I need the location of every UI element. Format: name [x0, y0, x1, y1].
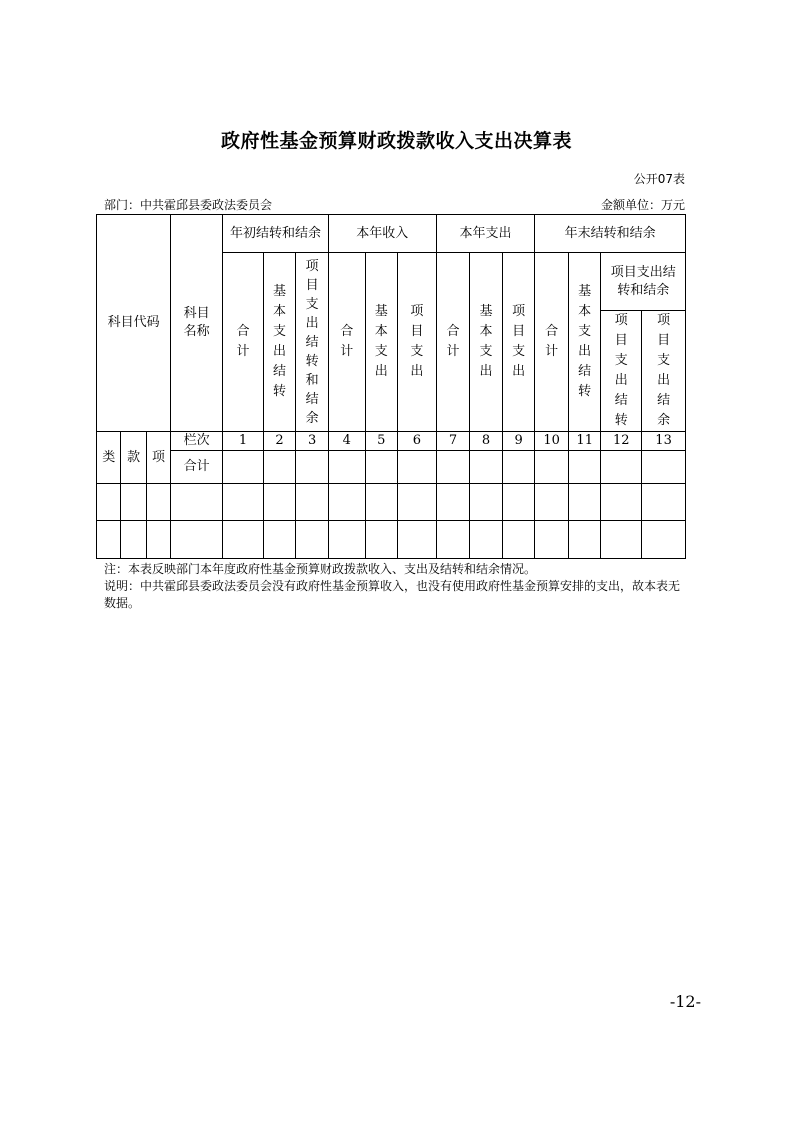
- header-opening-balance: 年初结转和结余: [223, 215, 329, 253]
- page-number: -12-: [669, 992, 701, 1011]
- header-opening-basic: 基本支出结转: [263, 253, 296, 432]
- column-number: 1: [223, 432, 264, 451]
- header-category: 类: [97, 432, 121, 484]
- header-closing-basic: 基本支出结转: [568, 253, 601, 432]
- column-number: 12: [601, 432, 642, 451]
- unit-label: 金额单位：万元: [600, 198, 685, 212]
- header-expense-total: 合计: [436, 253, 470, 432]
- header-expense-basic: 基本支出: [470, 253, 503, 432]
- column-number: 8: [470, 432, 503, 451]
- column-number: 4: [328, 432, 365, 451]
- header-closing-total: 合计: [535, 253, 569, 432]
- department-label: 部门：中共霍邱县委政法委员会: [104, 198, 273, 212]
- column-number: 10: [535, 432, 569, 451]
- column-number: 2: [263, 432, 296, 451]
- column-number: 9: [502, 432, 535, 451]
- header-income-basic: 基本支出: [365, 253, 398, 432]
- header-closing-project-balance: 项目支出结余: [642, 311, 686, 432]
- sum-row-label: 合计: [171, 451, 223, 484]
- column-number: 7: [436, 432, 470, 451]
- column-number: 3: [296, 432, 329, 451]
- header-income-project: 项目支出: [398, 253, 437, 432]
- column-number: 6: [398, 432, 437, 451]
- header-opening-total: 合计: [223, 253, 264, 432]
- column-number: 13: [642, 432, 686, 451]
- table-row: [97, 484, 686, 521]
- header-opening-project: 项目支出结转和结余: [296, 253, 329, 432]
- table-row-total: [97, 451, 686, 484]
- note-text: 注：本表反映部门本年度政府性基金预算财政拨款收入、支出及结转和结余情况。: [104, 562, 537, 576]
- header-current-expense: 本年支出: [436, 215, 535, 253]
- header-closing-project-carryover: 项目支出结转: [601, 311, 642, 432]
- header-income-total: 合计: [328, 253, 365, 432]
- header-section: 款: [121, 432, 146, 484]
- budget-table: [96, 214, 686, 559]
- page-title: 政府性基金预算财政拨款收入支出决算表: [220, 130, 572, 152]
- explanation-text: 说明：中共霍邱县委政法委员会没有政府性基金预算收入，也没有使用政府性基金预算安排的支出，故本表无数据。: [104, 579, 681, 610]
- header-closing-balance: 年末结转和结余: [535, 215, 686, 253]
- column-number-label: 栏次: [171, 432, 223, 451]
- table-code: 公开07表: [633, 172, 685, 186]
- header-closing-project: 项目支出结转和结余: [601, 253, 686, 311]
- header-subject-code: 科目代码: [97, 215, 171, 432]
- table-row: [97, 521, 686, 559]
- column-number: 5: [365, 432, 398, 451]
- header-expense-project: 项目支出: [502, 253, 535, 432]
- column-number: 11: [568, 432, 601, 451]
- header-item: 项: [146, 432, 170, 484]
- header-subject-name: 科目名称: [171, 215, 223, 432]
- header-current-income: 本年收入: [328, 215, 436, 253]
